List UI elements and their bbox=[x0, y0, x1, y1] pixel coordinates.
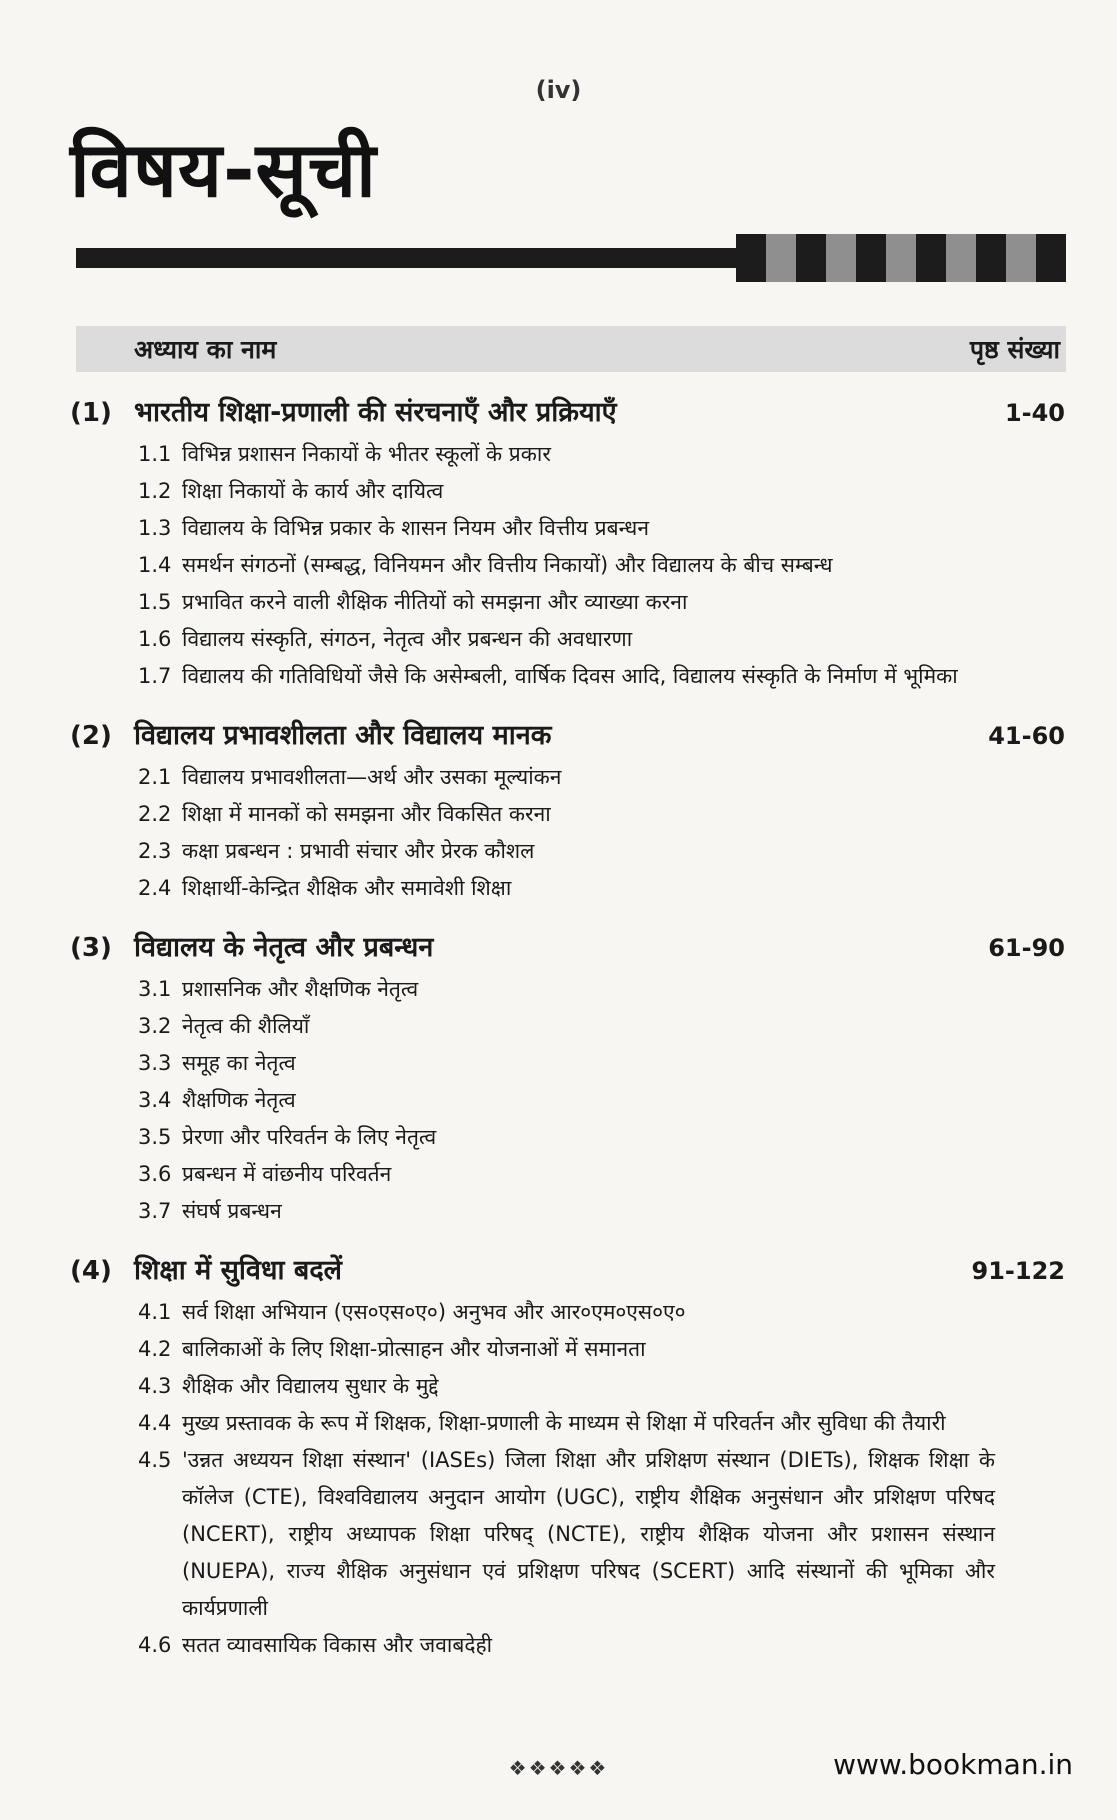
footer-ornament: ❖❖❖❖❖ bbox=[508, 1756, 609, 1780]
topic-text: 'उन्नत अध्ययन शिक्षा संस्थान' (IASEs) जिला शिक्षा और प्रशिक्षण संस्थान (DIETs), शिक्षक शिक्षा के कॉलेज (CTE), विश्वविद्यालय अनुदान आयोग (UGC), राष्ट्रीय शैक्षिक अनुसंधान और प्रशिक्षण परिषद (NCERT), राष्ट्रीय अध्यापक शिक्षा परिषद् (NCTE), राष्ट्रीय शैक्षिक योजना और प्रशासन संस्थान (NUEPA), राज्य शैक्षिक अनुसंधान एवं प्रशिक्षण परिषद (SCERT) आदि संस्थानों की भूमिका और कार्यप्रणाली bbox=[182, 1448, 995, 1620]
topic-text: शैक्षिक और विद्यालय सुधार के मुद्दे bbox=[182, 1374, 439, 1398]
topic-number: 4.4 bbox=[138, 1411, 172, 1435]
topic-item bbox=[70, 796, 1065, 833]
topic-text: प्रेरणा और परिवर्तन के लिए नेतृत्व bbox=[182, 1125, 437, 1149]
topic-text: विद्यालय प्रभावशीलता—अर्थ और उसका मूल्यांकन bbox=[182, 765, 562, 789]
topic-text: नेतृत्व की शैलियाँ bbox=[182, 1014, 310, 1038]
topic-text: विद्यालय के विभिन्न प्रकार के शासन नियम और वित्तीय प्रबन्धन bbox=[182, 516, 649, 540]
topic-number: 1.7 bbox=[138, 664, 172, 688]
topic-text: सतत व्यावसायिक विकास और जवाबदेही bbox=[182, 1633, 493, 1657]
topic-text: शैक्षणिक नेतृत्व bbox=[182, 1088, 296, 1112]
topic-text: शिक्षार्थी-केन्द्रित शैक्षिक और समावेशी शिक्षा bbox=[182, 876, 512, 900]
topic-text: प्रबन्धन में वांछनीय परिवर्तन bbox=[182, 1162, 392, 1186]
page-column-header: पृष्ठ संख्या bbox=[969, 335, 1060, 364]
topic-number: 1.4 bbox=[138, 553, 172, 577]
chapter-title: भारतीय शिक्षा-प्रणाली की संरचनाएँ और प्रक्रियाएँ bbox=[134, 397, 617, 428]
topic-item bbox=[70, 473, 1065, 510]
topic-number: 3.1 bbox=[138, 977, 172, 1001]
topic-number: 3.2 bbox=[138, 1014, 172, 1038]
chapter-4 bbox=[70, 1250, 1065, 1664]
topic-item bbox=[70, 658, 1065, 695]
topic-item bbox=[70, 1008, 1065, 1045]
topic-number: 4.5 bbox=[138, 1448, 172, 1472]
topic-item bbox=[70, 547, 1065, 584]
topic-text: समूह का नेतृत्व bbox=[182, 1051, 296, 1075]
chapter-1 bbox=[70, 392, 1065, 695]
topic-number: 4.6 bbox=[138, 1633, 172, 1657]
topic-text: संघर्ष प्रबन्धन bbox=[182, 1199, 282, 1223]
chapter-3 bbox=[70, 927, 1065, 1230]
chapter-heading bbox=[70, 927, 1065, 971]
topic-item bbox=[70, 1405, 1065, 1442]
table-of-contents bbox=[70, 392, 1065, 1684]
chapter-heading bbox=[70, 1250, 1065, 1294]
toc-header-bar bbox=[76, 326, 1066, 372]
topic-item bbox=[70, 1294, 1065, 1331]
chapter-number: (2) bbox=[70, 721, 112, 751]
topic-item bbox=[70, 510, 1065, 547]
chapter-title: शिक्षा में सुविधा बदलें bbox=[134, 1255, 342, 1286]
topic-item bbox=[70, 833, 1065, 870]
topic-number: 1.6 bbox=[138, 627, 172, 651]
topic-item bbox=[70, 870, 1065, 907]
chapter-title: विद्यालय प्रभावशीलता और विद्यालय मानक bbox=[134, 720, 552, 751]
topic-item bbox=[70, 1331, 1065, 1368]
topic-text: शिक्षा निकायों के कार्य और दायित्व bbox=[182, 479, 444, 503]
topic-number: 3.7 bbox=[138, 1199, 172, 1223]
topic-item bbox=[70, 1156, 1065, 1193]
publisher-website: www.bookman.in bbox=[833, 1748, 1073, 1781]
chapter-number: (4) bbox=[70, 1256, 112, 1286]
topic-text: विद्यालय की गतिविधियों जैसे कि असेम्बली, वार्षिक दिवस आदि, विद्यालय संस्कृति के निर्माण में भूमिका bbox=[182, 664, 958, 688]
topic-text: कक्षा प्रबन्धन : प्रभावी संचार और प्रेरक कौशल bbox=[182, 839, 535, 863]
chapter-page-range: 1-40 bbox=[1004, 399, 1065, 427]
topic-number: 3.4 bbox=[138, 1088, 172, 1112]
topic-number: 3.6 bbox=[138, 1162, 172, 1186]
topic-item bbox=[70, 1627, 1065, 1664]
topic-text: प्रशासनिक और शैक्षणिक नेतृत्व bbox=[182, 977, 419, 1001]
chapter-page-range: 61-90 bbox=[988, 934, 1065, 962]
topic-number: 3.3 bbox=[138, 1051, 172, 1075]
chapter-heading bbox=[70, 715, 1065, 759]
chapter-page-range: 41-60 bbox=[988, 722, 1065, 750]
topic-number: 2.1 bbox=[138, 765, 172, 789]
topic-text: विभिन्न प्रशासन निकायों के भीतर स्कूलों के प्रकार bbox=[182, 442, 551, 466]
chapter-number: (3) bbox=[70, 933, 112, 963]
topic-number: 2.3 bbox=[138, 839, 172, 863]
topic-item bbox=[70, 1045, 1065, 1082]
page-number: (iv) bbox=[535, 76, 582, 104]
topic-item bbox=[70, 621, 1065, 658]
topic-item bbox=[70, 971, 1065, 1008]
chapter-column-header: अध्याय का नाम bbox=[134, 335, 277, 364]
topic-item bbox=[70, 1119, 1065, 1156]
topic-item bbox=[70, 1082, 1065, 1119]
topic-text: मुख्य प्रस्तावक के रूप में शिक्षक, शिक्षा-प्रणाली के माध्यम से शिक्षा में परिवर्तन और सुविधा की तैयारी bbox=[182, 1411, 946, 1435]
topic-text: सर्व शिक्षा अभियान (एस०एस०ए०) अनुभव और आर०एम०एस०ए० bbox=[182, 1300, 686, 1324]
topic-number: 4.1 bbox=[138, 1300, 172, 1324]
topic-text: बालिकाओं के लिए शिक्षा-प्रोत्साहन और योजनाओं में समानता bbox=[182, 1337, 646, 1361]
topic-number: 4.3 bbox=[138, 1374, 172, 1398]
topic-item bbox=[70, 759, 1065, 796]
topic-item bbox=[70, 1442, 1065, 1627]
topic-text: शिक्षा में मानकों को समझना और विकसित करना bbox=[182, 802, 551, 826]
topic-text: समर्थन संगठनों (सम्बद्ध, विनियमन और वित्तीय निकायों) और विद्यालय के बीच सम्बन्ध bbox=[182, 553, 833, 577]
page-title: विषय-सूची bbox=[70, 125, 377, 214]
chapter-number: (1) bbox=[70, 398, 112, 428]
chapter-page-range: 91-122 bbox=[971, 1257, 1065, 1285]
topic-number: 3.5 bbox=[138, 1125, 172, 1149]
topic-number: 2.2 bbox=[138, 802, 172, 826]
topic-item bbox=[70, 1368, 1065, 1405]
chapter-2 bbox=[70, 715, 1065, 907]
topic-text: विद्यालय संस्कृति, संगठन, नेतृत्व और प्रबन्धन की अवधारणा bbox=[182, 627, 633, 651]
topic-number: 1.3 bbox=[138, 516, 172, 540]
topic-item bbox=[70, 1193, 1065, 1230]
topic-number: 1.1 bbox=[138, 442, 172, 466]
topic-number: 1.5 bbox=[138, 590, 172, 614]
topic-number: 2.4 bbox=[138, 876, 172, 900]
topic-item bbox=[70, 584, 1065, 621]
topic-number: 1.2 bbox=[138, 479, 172, 503]
chapter-heading bbox=[70, 392, 1065, 436]
title-divider bbox=[76, 234, 1066, 282]
topic-number: 4.2 bbox=[138, 1337, 172, 1361]
topic-item bbox=[70, 436, 1065, 473]
topic-text: प्रभावित करने वाली शैक्षिक नीतियों को समझना और व्याख्या करना bbox=[182, 590, 688, 614]
chapter-title: विद्यालय के नेतृत्व और प्रबन्धन bbox=[134, 932, 434, 963]
